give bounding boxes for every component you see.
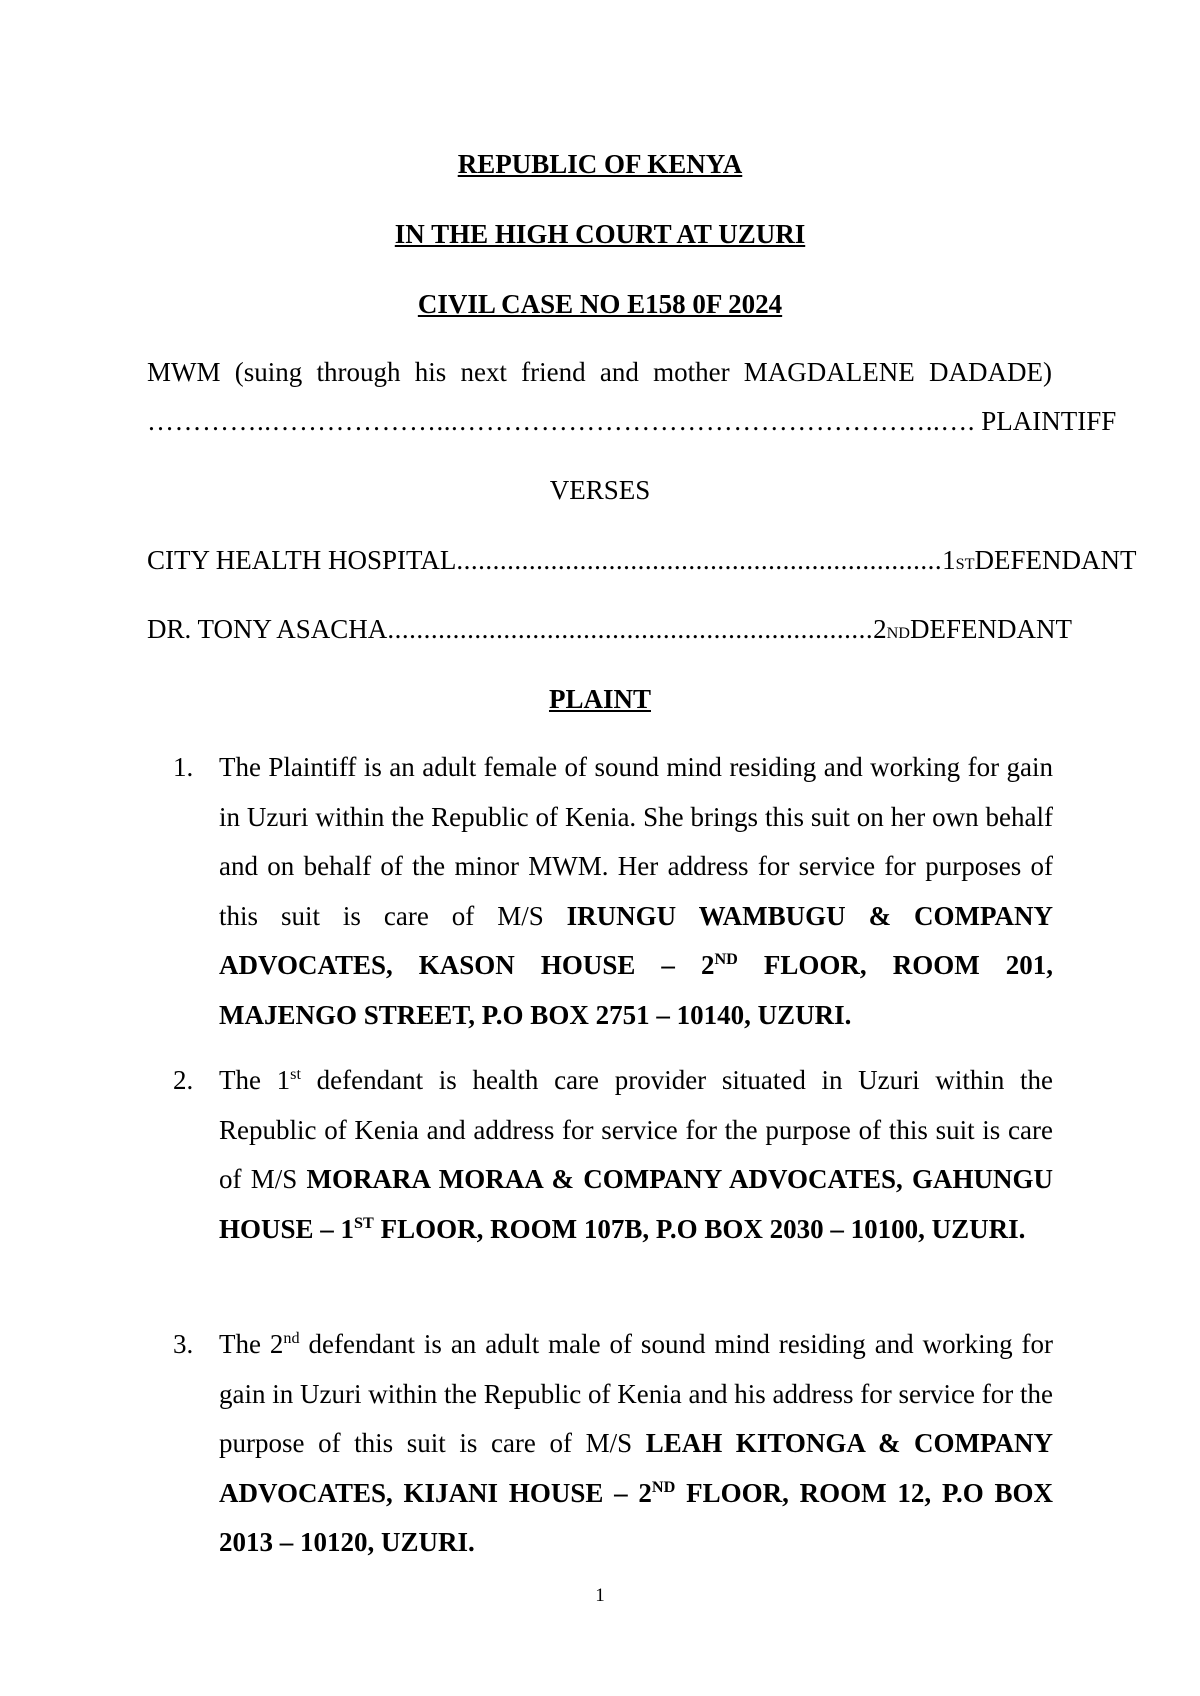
- defendant2-name: DR. TONY ASACHA: [147, 614, 388, 644]
- plaintiff-row: [147, 405, 1117, 437]
- paragraph-plain-text: defendant is health care provider situated in Uzuri within the Republic of Kenia and address for service for the purpose of this suit is care of M/S: [219, 1065, 1053, 1194]
- ordinal-suffix: st: [290, 1065, 301, 1083]
- paragraph-number: 2.: [173, 1065, 194, 1095]
- ordinal-suffix: ND: [651, 1477, 676, 1496]
- advocate-address: IRUNGU WAMBUGU & COMPANY ADVOCATES, KASON HOUSE – 2: [219, 900, 1053, 980]
- defendant2-leader-dots: ...................................................................: [387, 614, 874, 644]
- plaintiff-role: . PLAINTIFF: [967, 406, 1117, 436]
- ordinal-suffix: ND: [714, 950, 738, 968]
- paragraph-text: [219, 1056, 1053, 1254]
- header-court: IN THE HIGH COURT AT UZURI: [394, 219, 806, 249]
- paragraph-number: 3.: [173, 1329, 194, 1359]
- advocate-address: LEAH KITONGA & COMPANY ADVOCATES, KIJANI HOUSE – 2: [219, 1428, 1053, 1508]
- paragraph-plain-text: The 2: [219, 1329, 284, 1359]
- paragraph-text: [219, 1320, 1053, 1568]
- plaintiff-leader-dots: …………..………………...……………………………………………..…: [147, 406, 968, 436]
- header-case-number: CIVIL CASE NO E158 0F 2024: [417, 289, 783, 319]
- paragraph-2: [173, 1056, 1053, 1254]
- defendant1-row: CITY HEALTH HOSPITAL ................................................................... 1 ST DEFENDANT: [147, 545, 1137, 575]
- paragraph-3: [173, 1320, 1053, 1568]
- defendant1-number: 1: [942, 545, 956, 575]
- advocate-address-cont: FLOOR, ROOM 107B, P.O BOX 2030 – 10100, UZURI.: [373, 1213, 1026, 1244]
- advocate-address-cont: FLOOR, ROOM 201, MAJENGO STREET, P.O BOX 2751 – 10140, UZURI.: [219, 950, 1053, 1030]
- plaintiff-name: MWM (suing through his next friend and mother MAGDALENE DADADE): [147, 357, 1052, 387]
- paragraph-number: 1.: [173, 752, 194, 782]
- paragraph-1: [173, 743, 1053, 1040]
- advocate-address: MORARA MORAA & COMPANY ADVOCATES, GAHUNGU HOUSE – 1: [219, 1164, 1053, 1244]
- plaint-title: PLAINT: [548, 684, 651, 714]
- defendant2-row: DR. TONY ASACHA ................................................................... 2 ND DEFENDANT: [147, 614, 1072, 644]
- defendant2-role: DEFENDANT: [909, 614, 1072, 644]
- paragraph-plain-text: defendant is an adult male of sound mind residing and working for gain in Uzuri within the Republic of Kenia and his address for service for the purpose of this suit is care of M/S: [219, 1329, 1053, 1458]
- verses-label: VERSES: [549, 475, 651, 505]
- header-republic: REPUBLIC OF KENYA: [457, 149, 743, 179]
- defendant1-leader-dots: ...................................................................: [456, 545, 943, 575]
- paragraph-plain-text: The 1: [219, 1065, 291, 1095]
- defendant2-number: 2: [873, 614, 887, 644]
- ordinal-suffix: ST: [354, 1213, 374, 1232]
- defendant1-role: DEFENDANT: [974, 545, 1137, 575]
- advocate-address-cont: FLOOR, ROOM 12, P.O BOX 2013 – 10120, UZURI.: [219, 1477, 1053, 1557]
- page-number: 1: [595, 1585, 605, 1606]
- ordinal-suffix: nd: [283, 1329, 300, 1347]
- paragraph-plain-text: The Plaintiff is an adult female of sound mind residing and working for gain in Uzuri within the Republic of Kenia. She brings this suit on her own behalf and on behalf of the minor MWM. Her address for service for purposes of this suit is care of M/S: [219, 752, 1053, 931]
- defendant1-name: CITY HEALTH HOSPITAL: [147, 545, 457, 575]
- paragraph-text: [219, 743, 1053, 1040]
